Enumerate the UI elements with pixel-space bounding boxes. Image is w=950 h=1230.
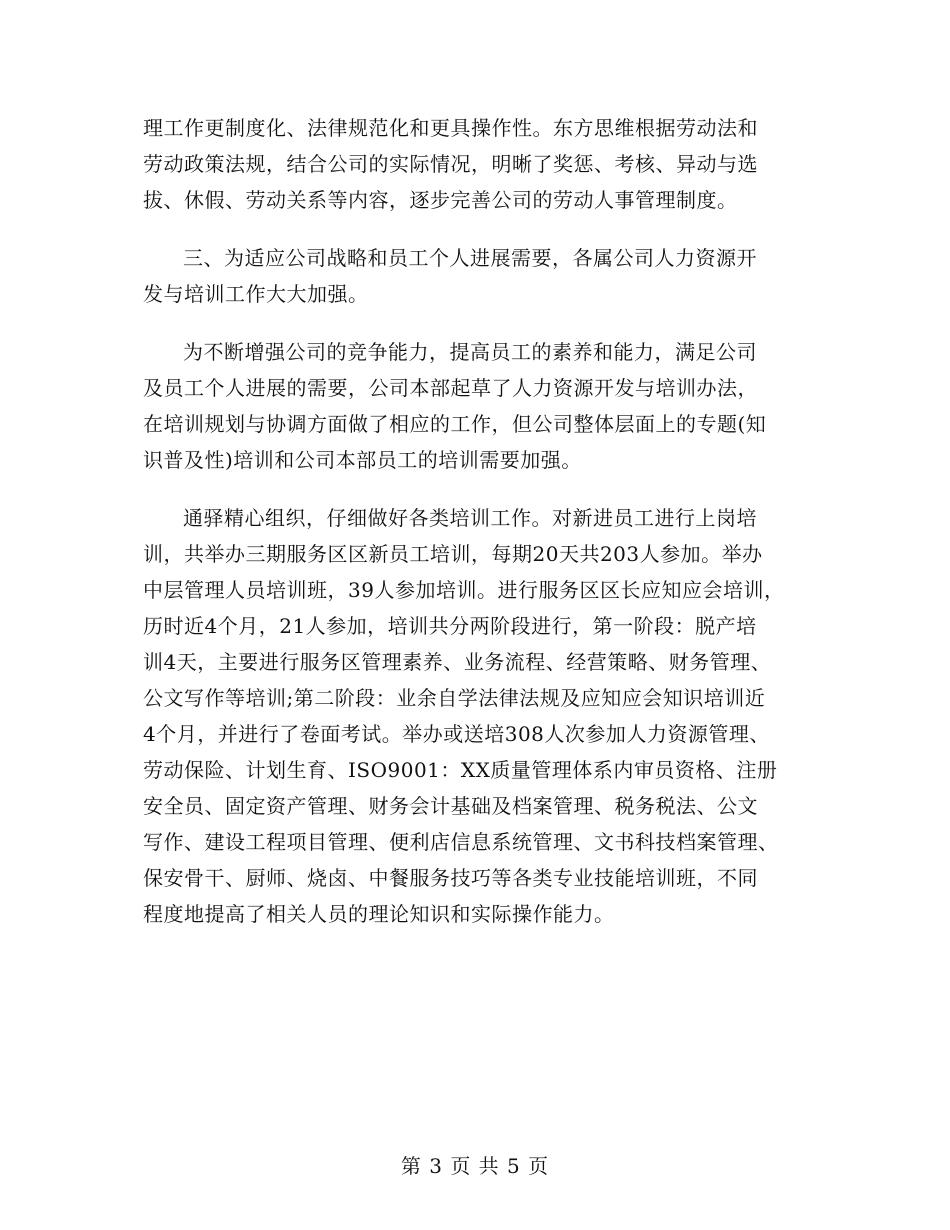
text-line: 在培训规划与协调方面做了相应的工作，但公司整体层面上的专题(知 [143, 412, 767, 436]
text-line: 三、为适应公司战略和员工个人进展需要，各属公司人力资源开 [183, 246, 757, 270]
text-line: 中层管理人员培训班，39人参加培训。进行服务区区长应知应会培训， [143, 578, 785, 602]
text-line: 训4天，主要进行服务区管理素养、业务流程、经营策略、财务管理、 [143, 650, 772, 674]
text-line: 安全员、固定资产管理、财务会计基础及档案管理、税务税法、公文 [143, 794, 758, 818]
text-line: 为不断增强公司的竞争能力，提高员工的素养和能力，满足公司 [183, 340, 757, 364]
text-line: 公文写作等培训;第二阶段：业余自学法律法规及应知应会知识培训近 [143, 686, 766, 710]
paragraph-2 [143, 240, 803, 312]
paragraph-1 [143, 110, 803, 218]
paragraph-4 [143, 500, 803, 932]
text-line: 程度地提高了相关人员的理论知识和实际操作能力。 [143, 902, 615, 926]
text-line: 发与培训工作大大加强。 [143, 282, 369, 306]
paragraph-3 [143, 334, 803, 478]
document-body [143, 110, 803, 954]
text-line: 理工作更制度化、法律规范化和更具操作性。东方思维根据劳动法和 [143, 116, 758, 140]
text-line: 劳动保险、计划生育、ISO9001：XX质量管理体系内审员资格、注册 [143, 758, 778, 782]
text-line: 保安骨干、厨师、烧卤、中餐服务技巧等各类专业技能培训班，不同 [143, 866, 758, 890]
text-line: 通驿精心组织，仔细做好各类培训工作。对新进员工进行上岗培 [183, 506, 757, 530]
text-line: 劳动政策法规，结合公司的实际情况，明晰了奖惩、考核、异动与选 [143, 152, 758, 176]
page-number-footer: 第 3 页 共 5 页 [400, 1154, 550, 1178]
text-line: 写作、建设工程项目管理、便利店信息系统管理、文书科技档案管理、 [143, 830, 779, 854]
text-line: 及员工个人进展的需要，公司本部起草了人力资源开发与培训办法， [143, 376, 758, 400]
text-line: 4个月，并进行了卷面考试。举办或送培308人次参加人力资源管理、 [143, 722, 770, 746]
text-line: 历时近4个月，21人参加，培训共分两阶段进行，第一阶段：脱产培 [143, 614, 757, 638]
text-line: 训，共举办三期服务区区新员工培训，每期20天共203人参加。举办 [143, 542, 763, 566]
text-line: 拔、休假、劳动关系等内容，逐步完善公司的劳动人事管理制度。 [143, 188, 738, 212]
text-line: 识普及性)培训和公司本部员工的培训需要加强。 [143, 448, 582, 472]
